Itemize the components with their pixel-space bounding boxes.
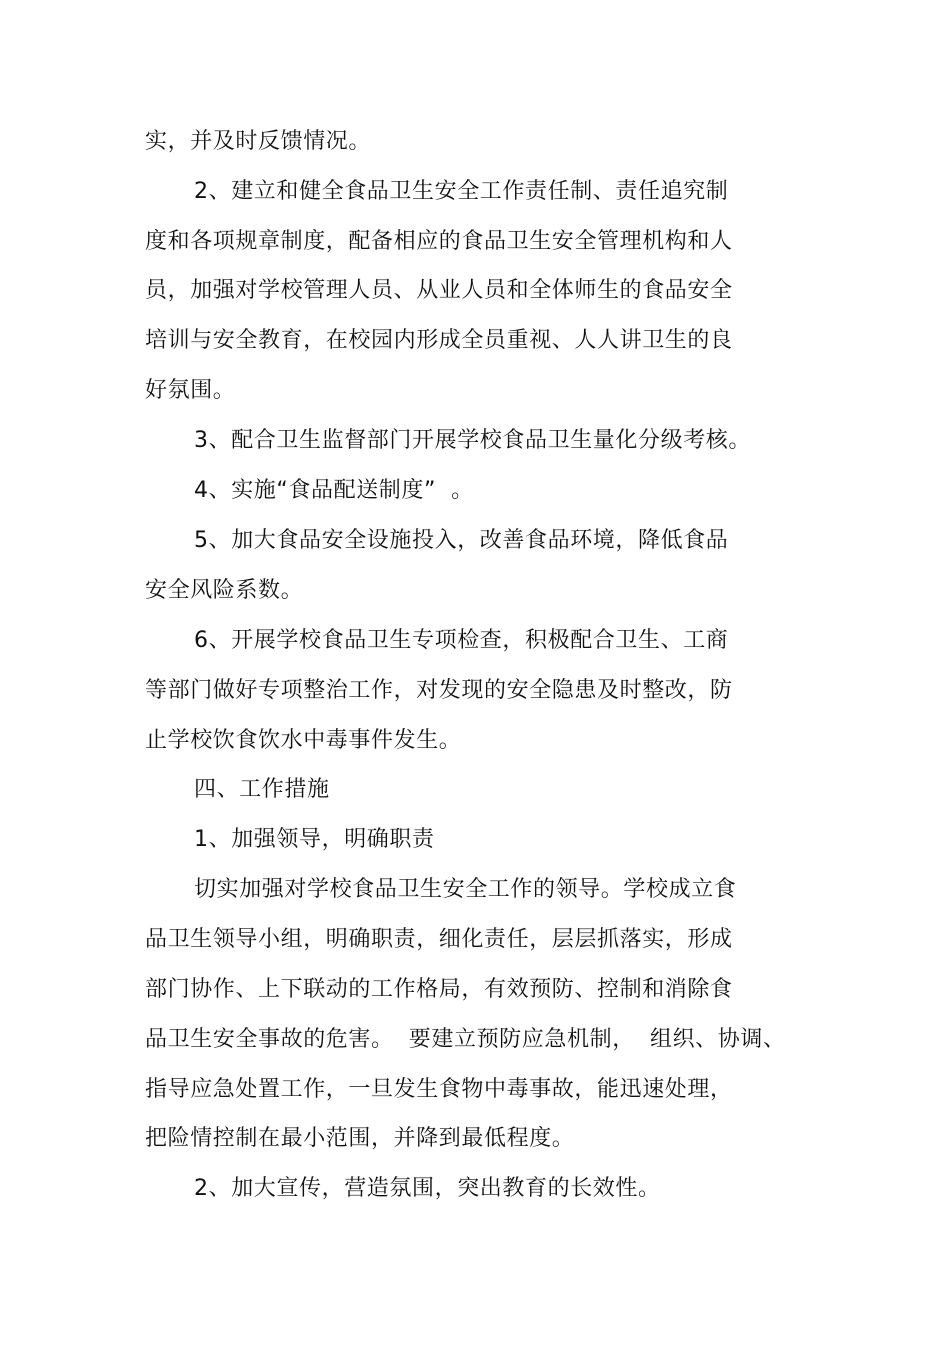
text-line: 实，并及时反馈情况。 (145, 129, 372, 154)
text-line: 2、建立和健全食品卫生安全工作责任制、责任追究制 (194, 179, 729, 204)
section-heading: 四、工作措施 (194, 777, 330, 802)
subsection-heading: 2、加大宣传，营造氛围，突出教育的长效性。 (194, 1176, 661, 1201)
text-line: 指导应急处置工作，一旦发生食物中毒事故，能迅速处理， (145, 1077, 733, 1102)
text-line: 员，加强对学校管理人员、从业人员和全体师生的食品安全 (145, 278, 733, 303)
text-line: 5、加大食品安全设施投入，改善食品环境，降低食品 (194, 528, 729, 553)
text-line: 切实加强对学校食品卫生安全工作的领导。学校成立食 (194, 877, 737, 902)
text-line: 安全风险系数。 (145, 578, 304, 603)
text-line: 品卫生领导小组，明确职责，细化责任，层层抓落实，形成 (145, 927, 733, 952)
text-line: 6、开展学校食品卫生专项检查，积极配合卫生、工商 (194, 628, 729, 653)
text-line: 4、实施“食品配送制度” 。 (194, 478, 474, 503)
text-line: 度和各项规章制度，配备相应的食品卫生安全管理机构和人 (145, 229, 733, 254)
text-line: 好氛围。 (145, 378, 236, 403)
text-line: 3、配合卫生监督部门开展学校食品卫生量化分级考核。 (194, 428, 751, 453)
text-line: 把险情控制在最小范围，并降到最低程度。 (145, 1126, 575, 1151)
text-line: 等部门做好专项整治工作，对发现的安全隐患及时整改，防 (145, 678, 733, 703)
text-line: 止学校饮食饮水中毒事件发生。 (145, 728, 462, 753)
text-line: 培训与安全教育，在校园内形成全员重视、人人讲卫生的良 (145, 328, 733, 353)
text-line: 部门协作、上下联动的工作格局，有效预防、控制和消除食 (145, 977, 733, 1002)
text-line: 品卫生安全事故的危害。 要建立预防应急机制， 组织、协调、 (145, 1027, 786, 1052)
subsection-heading: 1、加强领导，明确职责 (194, 827, 435, 852)
